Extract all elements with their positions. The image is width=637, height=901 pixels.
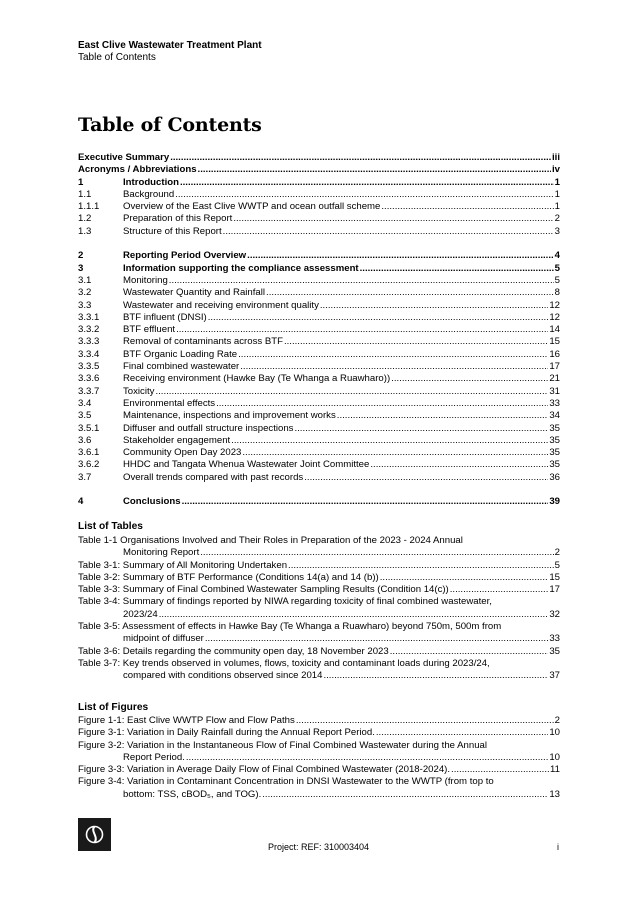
header-project-title: East Clive Wastewater Treatment Plant xyxy=(78,40,262,51)
toc-entry[interactable] xyxy=(78,447,560,459)
table-entry-page: 5 xyxy=(554,559,560,571)
figure-entry-page: 2 xyxy=(554,715,560,726)
toc-entry-label: Overall trends compared with past records xyxy=(123,471,304,483)
toc-entry-page: 17 xyxy=(549,361,560,373)
list-of-tables xyxy=(78,535,560,683)
toc-entry[interactable] xyxy=(78,373,560,385)
toc-entry-number: 1.1.1 xyxy=(78,201,100,213)
toc-entry-number: 3.3.7 xyxy=(78,385,100,397)
dot-leader xyxy=(381,201,553,213)
dot-leader xyxy=(175,189,553,201)
toc-entry-number: 3.7 xyxy=(78,471,92,483)
dot-leader xyxy=(231,435,548,447)
toc-entry-page: 35 xyxy=(549,447,560,459)
toc-entry[interactable] xyxy=(78,263,560,275)
toc-entry-label: Maintenance, inspections and improvement works xyxy=(123,410,336,422)
dot-leader xyxy=(247,250,554,262)
dot-leader xyxy=(242,447,548,459)
table-entry-page: 35 xyxy=(549,645,560,657)
toc-entry-page: 39 xyxy=(549,496,560,508)
toc-entry-label: Reporting Period Overview xyxy=(123,250,247,262)
dot-leader xyxy=(450,584,549,596)
toc-entry-number: 3.2 xyxy=(78,287,92,299)
toc-entry-number: 1 xyxy=(78,176,84,188)
toc-entry[interactable] xyxy=(78,300,560,312)
figure-entry-caption-line2: bottom: TSS, cBOD₅, and TOG). xyxy=(123,788,262,800)
table-entry[interactable] xyxy=(78,658,560,683)
toc-spacer xyxy=(78,238,560,250)
toc-entry[interactable] xyxy=(78,386,560,398)
toc-entry-page: iv xyxy=(551,164,560,176)
toc-entry-label: Wastewater Quantity and Rainfall xyxy=(123,287,266,299)
toc-entry[interactable] xyxy=(78,410,560,422)
dot-leader xyxy=(288,560,554,572)
dot-leader xyxy=(186,752,548,764)
toc-entry-label: BTF Organic Loading Rate xyxy=(123,348,238,360)
toc-entry[interactable] xyxy=(78,435,560,447)
toc-entry-number: 3.3 xyxy=(78,299,92,311)
table-entry[interactable] xyxy=(78,560,560,572)
table-entry-caption: Table 3-3: Summary of Final Combined Wastewater Sampling Results (Condition 14(c)) xyxy=(78,584,449,596)
dot-leader xyxy=(304,472,548,484)
toc-entry-page: 8 xyxy=(554,287,560,299)
figure-entry-caption-line1: Figure 3-4: Variation in Contaminant Concentration in DNSI Wastewater to the WWTP (from top to xyxy=(78,776,494,788)
figure-entry-page: 11 xyxy=(550,764,560,776)
dot-leader xyxy=(223,226,554,238)
toc-entry[interactable] xyxy=(78,275,560,287)
dot-leader xyxy=(198,164,551,176)
dot-leader xyxy=(266,287,554,299)
dot-leader xyxy=(337,410,549,422)
table-entry[interactable] xyxy=(78,621,560,646)
table-entry-caption: Table 3-2: Summary of BTF Performance (Conditions 14(a) and 14 (b)) xyxy=(78,571,379,583)
toc-entry-label: Executive Summary xyxy=(78,152,170,163)
table-entry-caption-line2: compared with conditions observed since 2014 xyxy=(123,670,323,682)
figure-entry-caption: Figure 3-1: Variation in Daily Rainfall during the Annual Report Period. xyxy=(78,727,375,739)
toc-entry-page: 35 xyxy=(549,459,560,471)
toc-entry-number: 3.3.1 xyxy=(78,311,100,323)
dot-leader xyxy=(323,670,548,682)
figure-entry-page: 13 xyxy=(549,788,560,800)
toc-entry[interactable] xyxy=(78,287,560,299)
dot-leader xyxy=(380,572,549,584)
toc-entry[interactable] xyxy=(78,496,560,508)
toc-entry-number: 3.4 xyxy=(78,397,92,409)
toc-entry-page: 1 xyxy=(554,188,560,200)
table-entry-caption-line2: midpoint of diffuser xyxy=(123,633,204,645)
figure-entry[interactable] xyxy=(78,776,560,801)
dot-leader xyxy=(182,496,549,508)
dot-leader xyxy=(180,177,554,189)
dot-leader xyxy=(176,324,548,336)
toc-entry-label: Toxicity xyxy=(123,385,155,397)
table-entry-page: 17 xyxy=(549,584,560,596)
toc-spacer xyxy=(78,484,560,496)
toc-entry[interactable] xyxy=(78,152,560,164)
table-entry[interactable] xyxy=(78,572,560,584)
toc-entry-label: Introduction xyxy=(123,176,179,188)
toc-entry-number: 1.3 xyxy=(78,225,92,237)
figure-entry[interactable] xyxy=(78,715,560,727)
toc-entry-number: 3.5.1 xyxy=(78,422,100,434)
table-entry-caption-line1: Table 3-5: Assessment of effects in Hawke Bay (Te Whanga a Ruawharo) beyond 750m, 500m from xyxy=(78,621,502,633)
dot-leader xyxy=(205,633,548,645)
toc-entry-page: 1 xyxy=(554,176,560,188)
toc-entry-page: 12 xyxy=(549,311,560,323)
toc-entry-label: Monitoring xyxy=(123,274,168,286)
dot-leader xyxy=(294,423,548,435)
toc-entry-number: 4 xyxy=(78,496,84,508)
dot-leader xyxy=(233,213,553,225)
figure-entry-caption-line1: Figure 3-2: Variation in the Instantaneous Flow of Final Combined Wastewater during the Annual xyxy=(78,739,488,751)
running-header xyxy=(78,40,262,64)
toc-entry[interactable] xyxy=(78,164,560,176)
toc-entry-page: 5 xyxy=(554,262,560,274)
toc-entry[interactable] xyxy=(78,324,560,336)
toc-entry-number: 3.6.2 xyxy=(78,459,100,471)
toc-entry-number: 3.6.1 xyxy=(78,447,100,459)
table-entry-caption-line1: Table 1-1 Organisations Involved and Their Roles in Preparation of the 2023 - 2024 Annual xyxy=(78,535,463,546)
toc-entry-label: Preparation of this Report xyxy=(123,213,233,225)
toc-entry-number: 3.3.6 xyxy=(78,373,100,385)
footer-page-number: i xyxy=(557,842,559,852)
toc-entry[interactable] xyxy=(78,336,560,348)
toc-entry[interactable] xyxy=(78,459,560,471)
figure-entry-caption: Figure 3-3: Variation in Average Daily Flow of Final Combined Wastewater (2018-2024). xyxy=(78,764,451,776)
toc-entry[interactable] xyxy=(78,349,560,361)
table-entry-caption-line1: Table 3-7: Key trends observed in volumes, flows, toxicity and contaminant loads during 2023/24, xyxy=(78,657,490,669)
toc-entry-page: 12 xyxy=(549,299,560,311)
table-entry[interactable] xyxy=(78,535,560,560)
toc-entry-label: HHDC and Tangata Whenua Wastewater Joint Committee xyxy=(123,459,370,471)
dot-leader xyxy=(284,336,548,348)
figure-entry-page: 10 xyxy=(549,751,560,763)
dot-leader xyxy=(159,609,549,621)
dot-leader xyxy=(170,152,551,164)
toc-entry-label: Final combined wastewater xyxy=(123,361,240,373)
page-title: Table of Contents xyxy=(78,114,262,136)
toc-entry[interactable] xyxy=(78,472,560,484)
company-logo-icon xyxy=(78,818,111,851)
toc-entry-number: 3.6 xyxy=(78,434,92,446)
dot-leader xyxy=(200,547,553,559)
figure-entry-page: 10 xyxy=(549,727,560,739)
toc-entry[interactable] xyxy=(78,226,560,238)
dot-leader xyxy=(169,275,554,287)
toc-entry-number: 3.3.2 xyxy=(78,324,100,336)
toc-entry-page: 2 xyxy=(554,213,560,225)
toc-entry-label: Environmental effects xyxy=(123,397,216,409)
figure-entry-caption-line2: Report Period. xyxy=(123,751,185,763)
toc-entry-label: Diffuser and outfall structure inspections xyxy=(123,422,294,434)
toc-entry-number: 3.1 xyxy=(78,274,92,286)
toc-entry-number: 3.5 xyxy=(78,410,92,422)
toc-entry-number: 3 xyxy=(78,262,84,274)
dot-leader xyxy=(262,789,548,801)
toc-entry-number: 2 xyxy=(78,250,84,262)
table-entry-page: 37 xyxy=(549,670,560,682)
dot-leader xyxy=(451,764,549,776)
toc-entry[interactable] xyxy=(78,213,560,225)
table-entry-caption-line2: Monitoring Report xyxy=(123,547,200,559)
toc-entry-number: 3.3.4 xyxy=(78,348,100,360)
toc-entry-label: BTF effluent xyxy=(123,324,176,336)
toc-entry[interactable] xyxy=(78,361,560,373)
toc-entry-label: BTF influent (DNSI) xyxy=(123,311,207,323)
toc-entry-number: 1.2 xyxy=(78,213,92,225)
figure-entry[interactable] xyxy=(78,740,560,765)
table-entry-caption-line2: 2023/24 xyxy=(123,608,158,620)
toc-list xyxy=(78,152,560,509)
figure-entry[interactable] xyxy=(78,727,560,739)
table-entry[interactable] xyxy=(78,596,560,621)
toc-entry-page: 16 xyxy=(549,348,560,360)
toc-entry-page: 34 xyxy=(549,410,560,422)
toc-entry[interactable] xyxy=(78,189,560,201)
table-entry-page: 32 xyxy=(549,608,560,620)
table-entry-caption: Table 3-6: Details regarding the community open day, 18 November 2023 xyxy=(78,645,389,657)
table-entry[interactable] xyxy=(78,584,560,596)
toc-entry-page: 33 xyxy=(549,397,560,409)
toc-entry-label: Information supporting the compliance assessment xyxy=(123,262,359,274)
toc-entry-page: 5 xyxy=(554,274,560,286)
toc-entry-page: 14 xyxy=(549,324,560,336)
dot-leader xyxy=(320,300,548,312)
dot-leader xyxy=(208,312,549,324)
dot-leader xyxy=(360,263,554,275)
toc-entry-label: Receiving environment (Hawke Bay (Te Whanga a Ruawharo)) xyxy=(123,373,391,385)
toc-entry[interactable] xyxy=(78,250,560,262)
toc-entry-label: Community Open Day 2023 xyxy=(123,447,242,459)
toc-entry[interactable] xyxy=(78,312,560,324)
dot-leader xyxy=(370,459,548,471)
table-entry-page: 2 xyxy=(554,547,560,559)
table-entry-caption-line1: Table 3-4: Summary of findings reported by NIWA regarding toxicity of final combined wastewater, xyxy=(78,596,492,608)
toc-entry-page: 4 xyxy=(554,250,560,262)
toc-entry[interactable] xyxy=(78,398,560,410)
footer-project-ref: Project: REF: 310003404 xyxy=(268,842,370,852)
list-of-figures-heading: List of Figures xyxy=(78,702,149,713)
table-entry[interactable] xyxy=(78,646,560,658)
toc-entry-page: 21 xyxy=(549,373,560,385)
toc-entry-page: 15 xyxy=(549,336,560,348)
dot-leader xyxy=(376,727,548,739)
table-entry-caption: Table 3-1: Summary of All Monitoring Undertaken xyxy=(78,559,288,571)
toc-entry[interactable] xyxy=(78,177,560,189)
toc-entry-number: 3.3.3 xyxy=(78,336,100,348)
toc-entry-label: Acronyms / Abbreviations xyxy=(78,164,197,176)
list-of-figures xyxy=(78,715,560,801)
toc-entry-page: 31 xyxy=(549,385,560,397)
toc-entry-label: Conclusions xyxy=(123,496,181,508)
dot-leader xyxy=(240,361,548,373)
toc-entry-label: Overview of the East Clive WWTP and ocean outfall scheme xyxy=(123,201,381,213)
toc-entry-label: Background xyxy=(123,188,175,200)
dot-leader xyxy=(296,715,554,727)
toc-entry-label: Stakeholder engagement xyxy=(123,434,231,446)
toc-entry[interactable] xyxy=(78,201,560,213)
table-entry-page: 15 xyxy=(549,571,560,583)
toc-entry-page: 35 xyxy=(549,434,560,446)
figure-entry[interactable] xyxy=(78,764,560,776)
toc-entry-page: 35 xyxy=(549,422,560,434)
toc-entry-page: 3 xyxy=(554,225,560,237)
toc-entry-page: 36 xyxy=(549,471,560,483)
dot-leader xyxy=(238,349,548,361)
toc-entry-page: iii xyxy=(552,152,560,163)
toc-entry[interactable] xyxy=(78,423,560,435)
table-entry-page: 33 xyxy=(549,633,560,645)
toc-entry-label: Wastewater and receiving environment quality xyxy=(123,299,319,311)
toc-entry-page: 1 xyxy=(554,201,560,213)
list-of-tables-heading: List of Tables xyxy=(78,521,143,532)
header-section-title: Table of Contents xyxy=(78,52,156,63)
figure-entry-caption: Figure 1-1: East Clive WWTP Flow and Flow Paths xyxy=(78,715,295,726)
dot-leader xyxy=(391,373,548,385)
toc-entry-number: 1.1 xyxy=(78,188,92,200)
toc-entry-label: Structure of this Report xyxy=(123,225,222,237)
dot-leader xyxy=(216,398,548,410)
dot-leader xyxy=(155,386,548,398)
toc-entry-label: Removal of contaminants across BTF xyxy=(123,336,283,348)
toc-entry-number: 3.3.5 xyxy=(78,361,100,373)
dot-leader xyxy=(390,646,549,658)
